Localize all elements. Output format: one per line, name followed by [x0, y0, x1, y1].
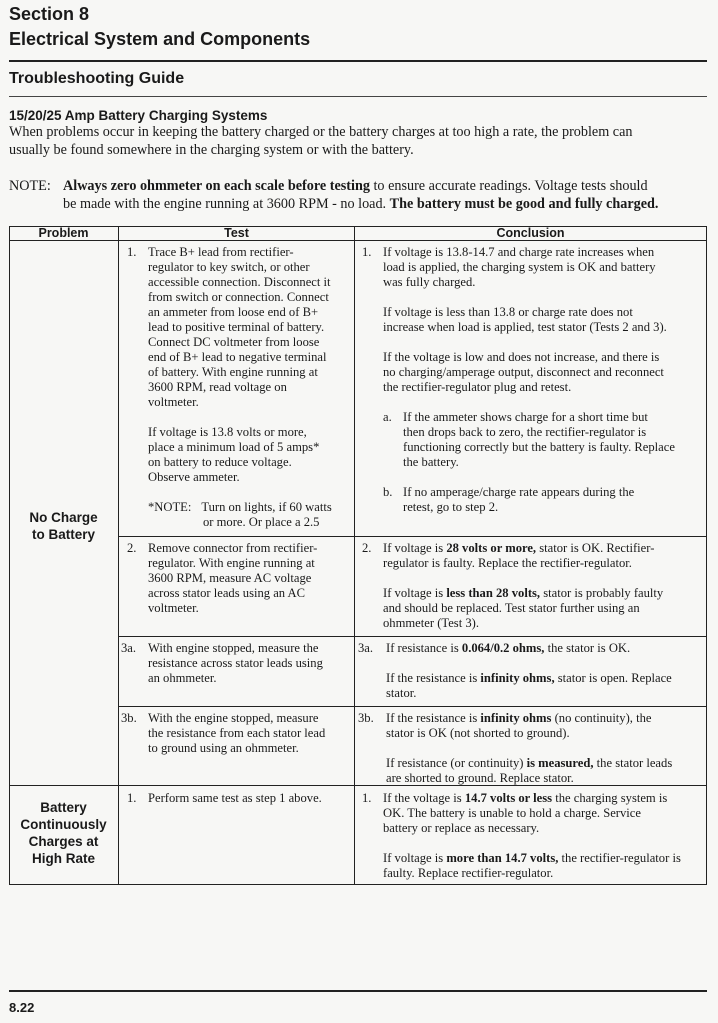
- conclusion-bold: is measured,: [526, 756, 594, 770]
- note-bold: The battery must be good and fully charged.: [389, 196, 659, 212]
- conclusion-text: stator is open. Replace: [554, 671, 672, 685]
- conclusion-bold: less than 28 volts,: [446, 586, 541, 600]
- troubleshooting-table: [9, 226, 707, 885]
- table-border: [9, 884, 707, 885]
- conclusion-text: If the voltage is: [383, 791, 465, 805]
- header-problem: Problem: [38, 226, 89, 240]
- conclusion-line: If the ammeter shows charge for a short time but: [403, 410, 648, 424]
- conclusion-step-3a: [358, 641, 707, 701]
- test-line: accessible connection. Disconnect it: [148, 275, 331, 289]
- test-line: of battery. With engine running at: [148, 365, 318, 379]
- test-line: across stator leads using an AC: [148, 586, 306, 600]
- test-line: resistance across stator leads using: [148, 656, 323, 670]
- row-divider: [118, 536, 707, 537]
- note-label: NOTE:: [9, 178, 51, 194]
- conclusion-line: and should be replaced. Test stator further using an: [383, 601, 640, 615]
- step-number: 3a.: [121, 641, 137, 655]
- test-step-high-rate: [127, 791, 353, 806]
- step-number: 2.: [127, 541, 137, 555]
- test-line: If voltage is 13.8 volts or more,: [148, 425, 307, 439]
- test-line: place a minimum load of 5 amps*: [148, 440, 320, 454]
- guide-rule: [9, 96, 707, 97]
- test-line: an ammeter from loose end of B+: [148, 305, 319, 319]
- step-number: 3b.: [358, 711, 374, 725]
- test-line: 3600 RPM, measure AC voltage: [148, 571, 312, 585]
- conclusion-line: stator is OK (not shorted to ground).: [386, 726, 570, 740]
- conclusion-text: If resistance is: [386, 641, 462, 655]
- conclusion-bold: 14.7 volts or less: [464, 791, 553, 805]
- intro-line: When problems occur in keeping the battery charged or the battery charges at too high a rate, the problem can: [9, 124, 633, 140]
- step-number: 3a.: [358, 641, 374, 655]
- test-line: Turn on lights, if 60 watts: [201, 500, 332, 514]
- conclusion-text: the stator is OK.: [544, 641, 631, 655]
- row-divider: [118, 636, 707, 637]
- substep-letter: a.: [383, 410, 392, 424]
- test-line: to ground using an ohmmeter.: [148, 741, 299, 755]
- conclusion-line: was fully charged.: [383, 275, 476, 289]
- conclusion-line: If voltage is less than 13.8 or charge rate does not: [383, 305, 633, 319]
- problem-high-rate: [9, 799, 118, 867]
- conclusion-line: regulator is faulty. Replace the rectifier-regulator.: [383, 556, 632, 570]
- problem-line: to Battery: [31, 527, 95, 542]
- test-line: voltmeter.: [148, 395, 199, 409]
- conclusion-line: increase when load is applied, test stator (Tests 2 and 3).: [383, 320, 667, 334]
- conclusion-text: stator is probably faulty: [540, 586, 664, 600]
- test-line: 3600 RPM, read voltage on: [148, 380, 287, 394]
- test-line: voltmeter.: [148, 601, 199, 615]
- table-border: [9, 226, 10, 885]
- test-line: lead to positive terminal of battery.: [148, 320, 325, 334]
- test-line: regulator to key switch, or other: [148, 260, 310, 274]
- column-divider: [118, 226, 119, 885]
- conclusion-text: the charging system is: [552, 791, 668, 805]
- note-text: to ensure accurate readings. Voltage tests should: [369, 178, 648, 194]
- conclusion-line: load is applied, the charging system is OK and battery: [383, 260, 656, 274]
- conclusion-bold: infinity ohms: [480, 711, 552, 725]
- conclusion-line: the battery.: [403, 455, 459, 469]
- conclusion-line: then drops back to zero, the rectifier-regulator is: [403, 425, 647, 439]
- test-line: Trace B+ lead from rectifier-: [148, 245, 294, 259]
- problem-line: Battery: [40, 800, 87, 815]
- note-text: be made with the engine running at 3600 RPM - no load.: [63, 196, 390, 212]
- subsection-title: 15/20/25 Amp Battery Charging Systems: [9, 108, 268, 123]
- conclusion-step-high-rate: [362, 791, 707, 881]
- conclusion-text: stator is OK. Rectifier-: [536, 541, 655, 555]
- section-title: Electrical System and Components: [9, 29, 311, 49]
- conclusion-step-1: [362, 245, 707, 515]
- header-conclusion: Conclusion: [496, 226, 565, 240]
- step-number: 2.: [362, 541, 372, 555]
- substep-letter: b.: [383, 485, 393, 499]
- conclusion-step-2: [362, 541, 707, 631]
- header-rule: [9, 60, 707, 62]
- test-line: Observe ammeter.: [148, 470, 240, 484]
- conclusion-text: (no continuity), the: [551, 711, 652, 725]
- conclusion-line: are shorted to ground. Replace stator.: [386, 771, 574, 785]
- conclusion-line: faulty. Replace rectifier-regulator.: [383, 866, 554, 880]
- conclusion-line: ohmmeter (Test 3).: [383, 616, 479, 630]
- conclusion-line: stator.: [386, 686, 417, 700]
- conclusion-bold: more than 14.7 volts,: [446, 851, 559, 865]
- conclusion-step-3b: [358, 711, 707, 786]
- column-divider: [354, 226, 355, 885]
- test-line: on battery to reduce voltage.: [148, 455, 292, 469]
- conclusion-text: the rectifier-regulator is: [558, 851, 681, 865]
- step-number: 1.: [362, 245, 372, 259]
- guide-title: Troubleshooting Guide: [9, 70, 185, 87]
- problem-line: No Charge: [29, 510, 98, 525]
- test-line: Perform same test as step 1 above.: [148, 791, 322, 805]
- conclusion-line: OK. The battery is unable to hold a charge. Service: [383, 806, 641, 820]
- conclusion-bold: infinity ohms,: [480, 671, 555, 685]
- conclusion-bold: 28 volts or more,: [446, 541, 537, 555]
- conclusion-text: the stator leads: [593, 756, 673, 770]
- intro-line: usually be found somewhere in the charging system or with the battery.: [9, 142, 414, 158]
- test-step-2: [127, 541, 353, 616]
- test-step-3a: [121, 641, 353, 686]
- test-line: regulator. With engine running at: [148, 556, 315, 570]
- conclusion-text: If voltage is: [383, 586, 447, 600]
- conclusion-text: If the resistance is: [386, 671, 481, 685]
- conclusion-line: no charging/amperage output, disconnect and reconnect: [383, 365, 664, 379]
- test-line: end of B+ lead to negative terminal: [148, 350, 327, 364]
- conclusion-line: battery or replace as necessary.: [383, 821, 540, 835]
- test-line: With the engine stopped, measure: [148, 711, 319, 725]
- step-number: 1.: [127, 791, 137, 805]
- table-header-rule: [9, 240, 707, 241]
- intro-paragraph: [9, 123, 709, 159]
- test-line: from switch or connection. Connect: [148, 290, 329, 304]
- test-line: the resistance from each stator lead: [148, 726, 326, 740]
- note-paragraph: [9, 177, 709, 213]
- test-step-3b: [121, 711, 353, 756]
- conclusion-text: If the resistance is: [386, 711, 481, 725]
- test-line: or more. Or place a 2.5: [203, 515, 320, 529]
- problem-line: Continuously: [20, 817, 107, 832]
- header-test: Test: [224, 226, 249, 240]
- note-bold: Always zero ohmmeter on each scale before testing: [63, 178, 370, 194]
- step-number: 3b.: [121, 711, 137, 725]
- test-line: Remove connector from rectifier-: [148, 541, 318, 555]
- problem-line: High Rate: [31, 851, 95, 866]
- test-line: Connect DC voltmeter from loose: [148, 335, 320, 349]
- footer-rule: [9, 990, 707, 992]
- problem-no-charge: [9, 509, 118, 543]
- conclusion-line: the rectifier-regulator plug and retest.: [383, 380, 572, 394]
- conclusion-text: If voltage is: [383, 851, 447, 865]
- page-number: 8.22: [9, 1000, 35, 1015]
- conclusion-bold: 0.064/0.2 ohms,: [461, 641, 545, 655]
- conclusion-line: retest, go to step 2.: [403, 500, 499, 514]
- test-step-1: [127, 245, 353, 530]
- step-number: 1.: [127, 245, 137, 259]
- conclusion-text: If resistance (or continuity): [386, 756, 527, 770]
- test-line: With engine stopped, measure the: [148, 641, 319, 655]
- problem-line: Charges at: [28, 834, 99, 849]
- conclusion-text: If voltage is: [383, 541, 447, 555]
- test-line: an ohmmeter.: [148, 671, 217, 685]
- step-number: 1.: [362, 791, 372, 805]
- conclusion-line: If no amperage/charge rate appears during the: [403, 485, 635, 499]
- section-number: Section 8: [9, 4, 90, 24]
- test-note-label: *NOTE:: [148, 500, 192, 514]
- row-divider: [118, 706, 707, 707]
- conclusion-line: If voltage is 13.8-14.7 and charge rate increases when: [383, 245, 655, 259]
- conclusion-line: If the voltage is low and does not increase, and there is: [383, 350, 660, 364]
- conclusion-line: functioning correctly but the battery is faulty. Replace: [403, 440, 675, 454]
